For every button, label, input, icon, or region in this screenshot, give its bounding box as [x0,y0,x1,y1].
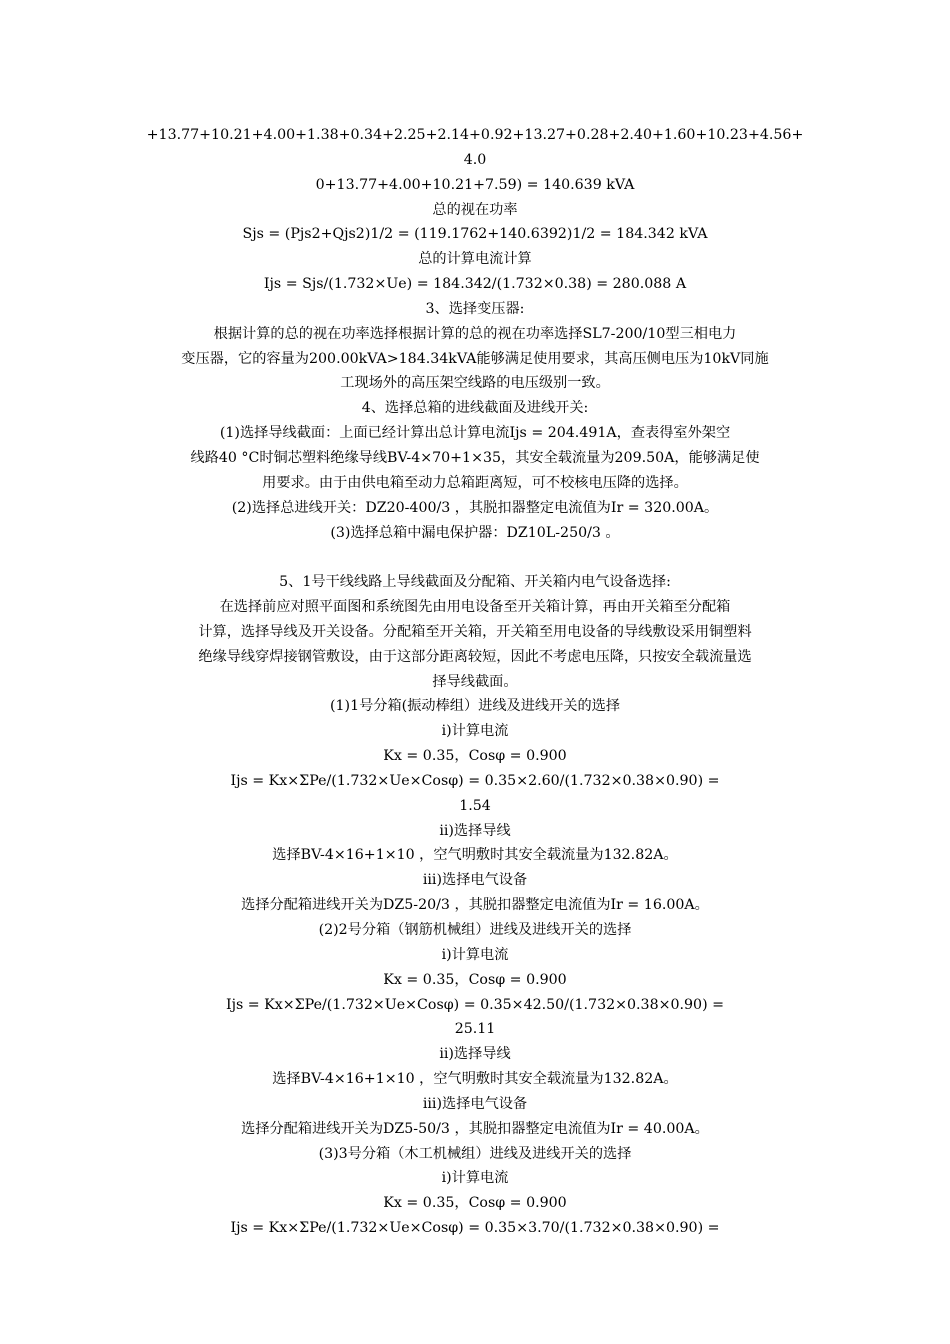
text-line: 择导线截面。 [432,673,518,690]
text-line: 25.11 [454,1021,496,1038]
text-line: iii)选择电气设备 [422,1095,528,1112]
text-line: 工现场外的高压架空线路的电压级别一致。 [340,375,610,392]
text-line: Kx = 0.35，Cosφ = 0.900 [383,1195,567,1212]
text-line: 线路40 °C时铜芯塑料绝缘导线BV-4×70+1×35，其安全载流量为209.50A，能够满足使 [190,449,760,466]
blank-line [140,545,810,570]
text-line: Kx = 0.35，Cosφ = 0.900 [383,748,567,765]
text-line: 总的计算电流计算 [418,251,532,268]
text-line: 变压器，它的容量为200.00kVA>184.34kVA能够满足使用要求，其高压侧电压为10kV同施 [181,350,769,367]
text-line: 3、选择变压器: [425,300,525,317]
text-line: i)计算电流 [441,723,509,740]
text-line: Ijs = Kx×ΣPe/(1.732×Ue×Cosφ) = 0.35×2.60/(1.732×0.38×0.90) = [230,772,720,789]
text-line: Ijs = Kx×ΣPe/(1.732×Ue×Cosφ) = 0.35×3.70/(1.732×0.38×0.90) = [230,1220,720,1237]
text-line: Ijs = Kx×ΣPe/(1.732×Ue×Cosφ) = 0.35×42.50/(1.732×0.38×0.90) = [225,996,725,1013]
text-line: Sjs = (Pjs2+Qjs2)1/2 = (119.1762+140.6392)1/2 = 184.342 kVA [242,226,708,243]
text-line: +13.77+10.21+4.00+1.38+0.34+2.25+2.14+0.92+13.27+0.28+2.40+1.60+10.23+4.56+4.0 [146,127,804,168]
text-line: (1)选择导线截面：上面已经计算出总计算电流Ijs = 204.491A，查表得室外架空 [219,425,731,442]
text-line: 选择BV-4×16+1×10 ，空气明敷时其安全载流量为132.82A。 [272,1071,678,1088]
text-line: (2)选择总进线开关：DZ20-400/3 ，其脱扣器整定电流值为Ir = 320.00A。 [231,499,719,516]
text-line: 5、1号干线线路上导线截面及分配箱、开关箱内电气设备选择: [279,574,671,591]
text-line: 选择BV-4×16+1×10 ，空气明敷时其安全载流量为132.82A。 [272,847,678,864]
text-line: 在选择前应对照平面图和系统图先由用电设备至开关箱计算，再由开关箱至分配箱 [219,599,731,616]
text-line: 根据计算的总的视在功率选择根据计算的总的视在功率选择SL7-200/10型三相电力 [213,325,737,342]
text-line: ii)选择导线 [439,822,511,839]
text-line: i)计算电流 [441,946,509,963]
text-line: 0+13.77+4.00+10.21+7.59) = 140.639 kVA [315,176,635,193]
text-line: iii)选择电气设备 [422,872,528,889]
text-line: (2)2号分箱（钢筋机械组）进线及进线开关的选择 [318,922,632,938]
text-line: Kx = 0.35，Cosφ = 0.900 [383,971,567,988]
text-line: 选择分配箱进线开关为DZ5-50/3 ，其脱扣器整定电流值为Ir = 40.00A。 [241,1120,709,1137]
text-line: 选择分配箱进线开关为DZ5-20/3 ，其脱扣器整定电流值为Ir = 16.00A。 [241,897,709,914]
text-line: 总的视在功率 [432,201,518,218]
text-line: ii)选择导线 [439,1046,511,1063]
text-line: (3)3号分箱（木工机械组）进线及进线开关的选择 [318,1145,632,1162]
text-line: 用要求。由于由供电箱至动力总箱距离短，可不校核电压降的选择。 [262,474,688,491]
text-line: 绝缘导线穿焊接钢管敷设，由于这部分距离较短，因此不考虑电压降，只按安全载流量选 [198,648,752,665]
text-line: Ijs = Sjs/(1.732×Ue) = 184.342/(1.732×0.38) = 280.088 A [263,276,687,293]
text-line: (1)1号分箱(振动棒组）进线及进线开关的选择 [329,698,621,715]
text-line: 1.54 [459,797,491,814]
text-line: 计算，选择导线及开关设备。分配箱至开关箱，开关箱至用电设备的导线敷设采用铜塑料 [198,623,752,640]
text-line: 4、选择总箱的进线截面及进线开关: [361,400,589,417]
text-line: (3)选择总箱中漏电保护器：DZ10L-250/3 。 [330,524,620,541]
text-line: i)计算电流 [441,1170,509,1187]
document-body [140,123,810,1241]
